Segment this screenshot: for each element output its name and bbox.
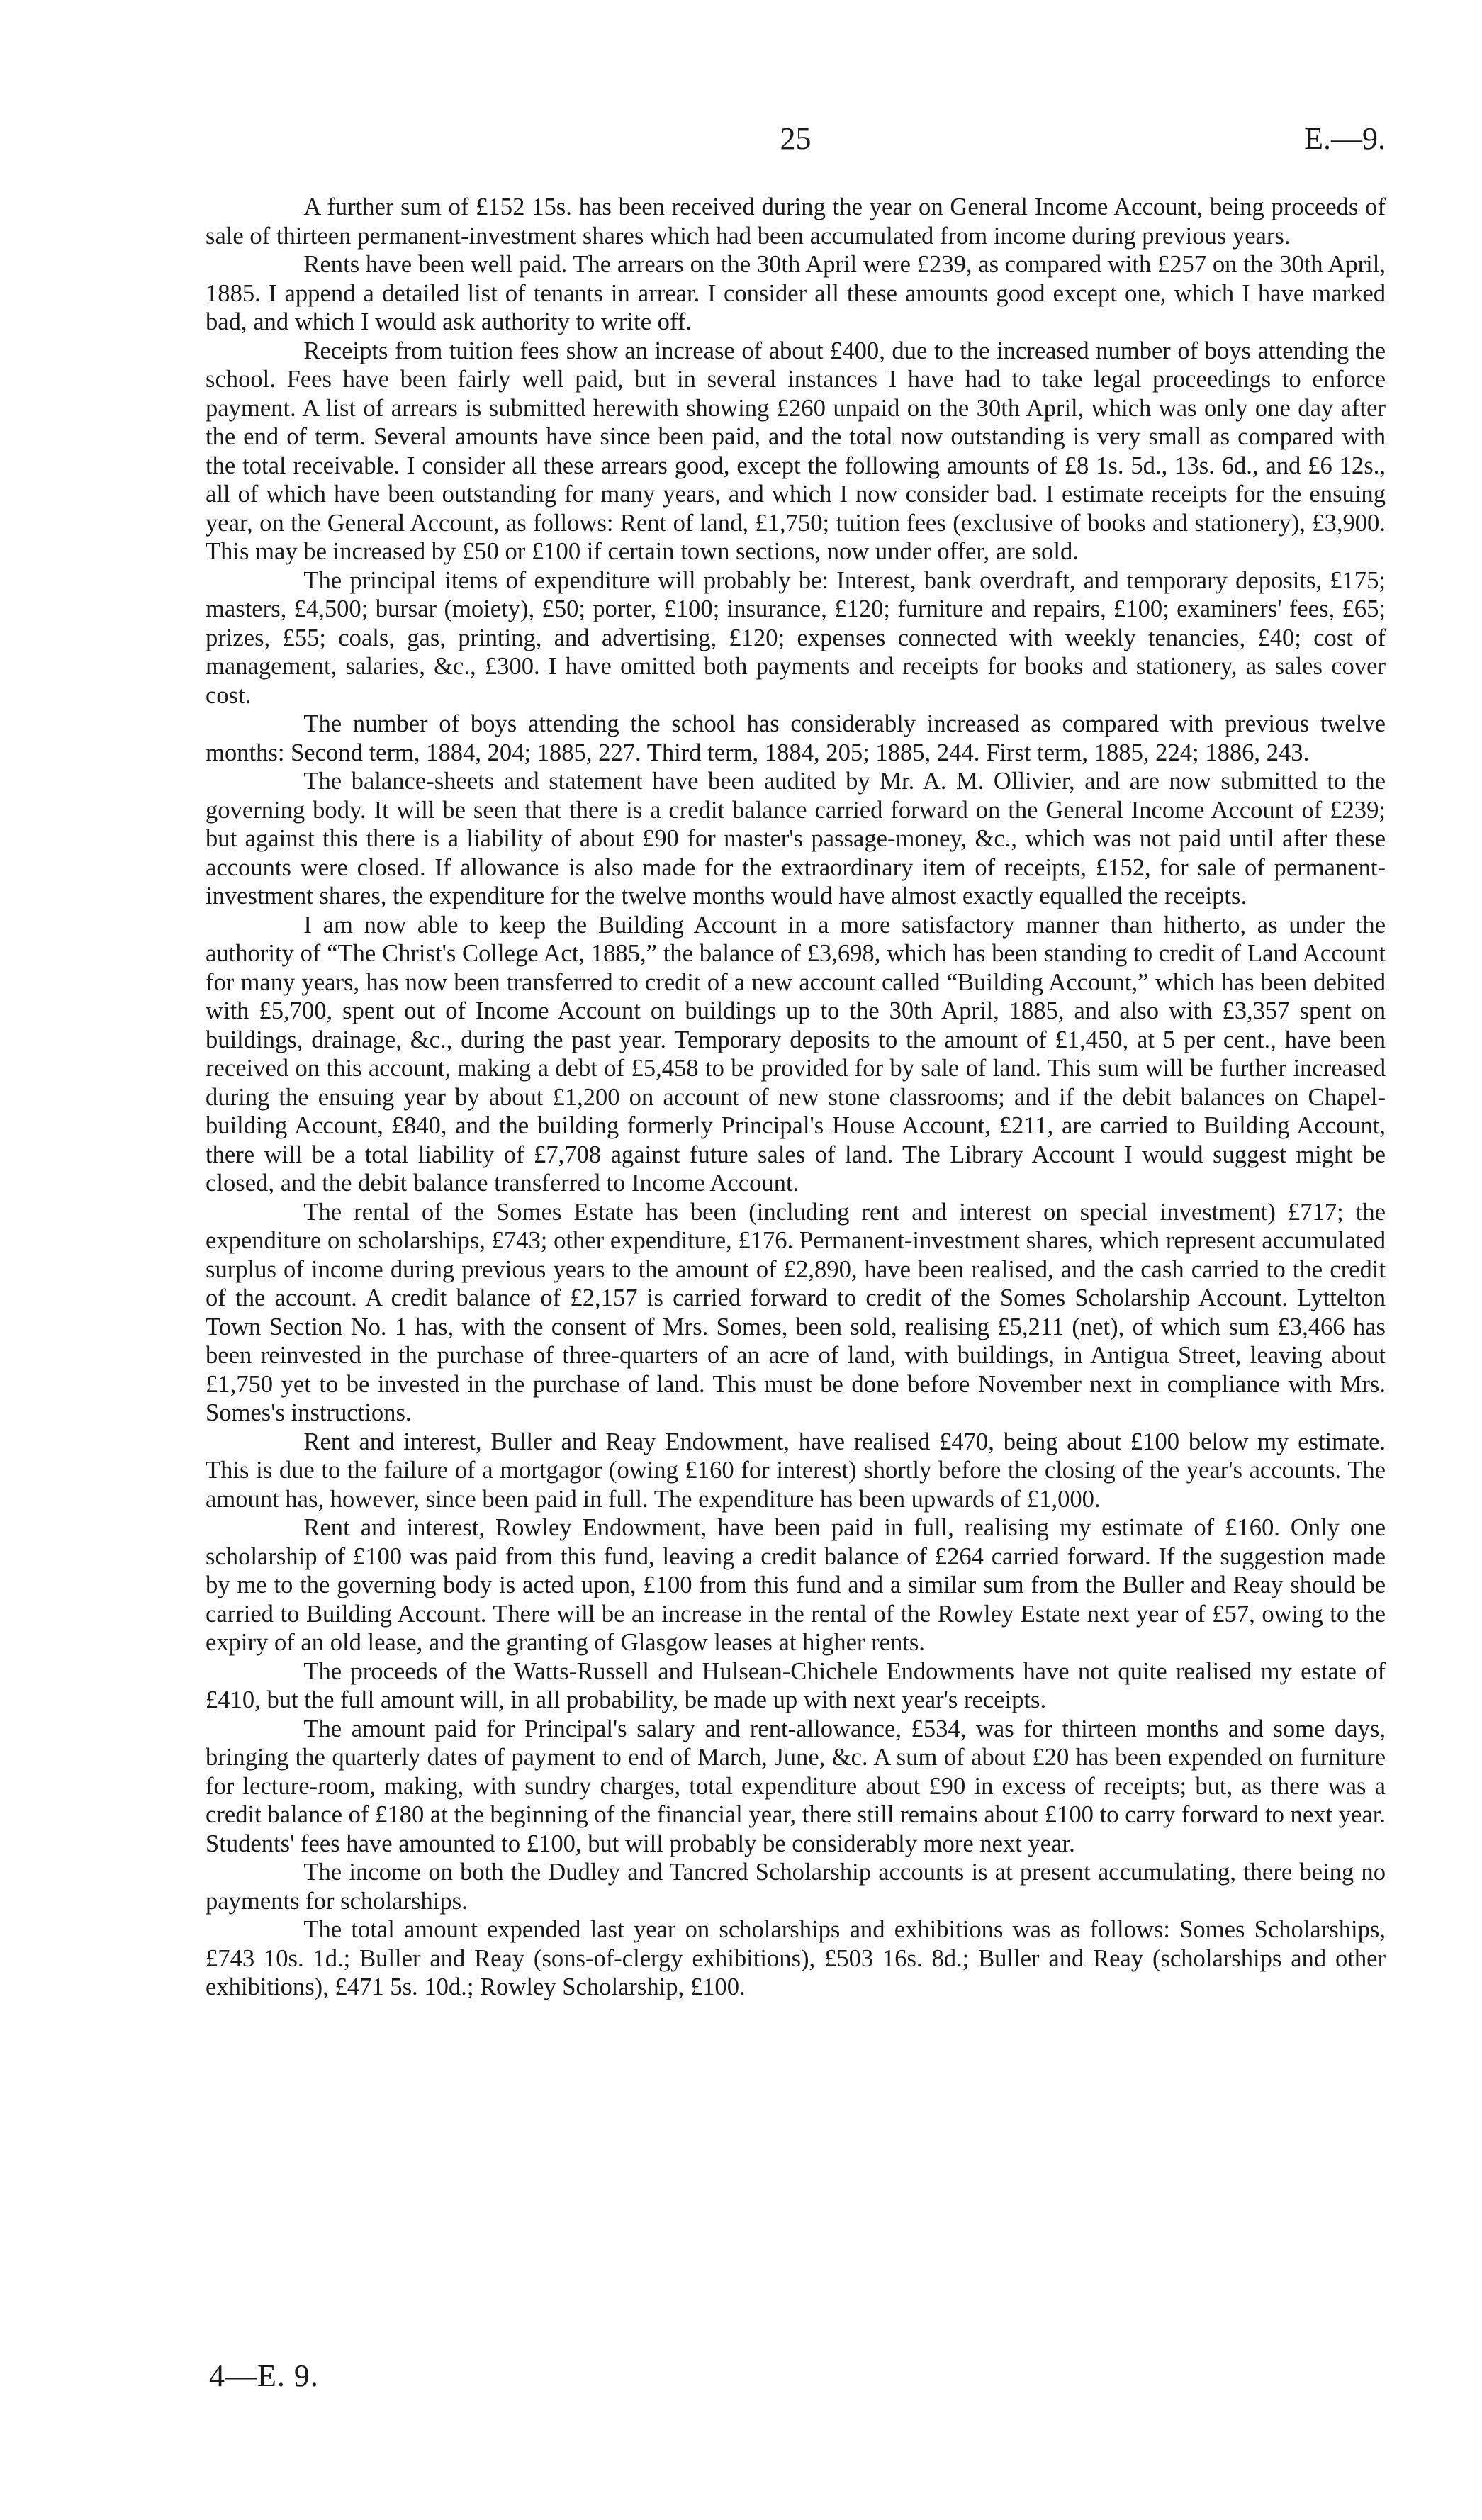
paragraph-watts-russell: The proceeds of the Watts-Russell and Hulsean-Chichele Endowments have not quite realised my estate of £410, but the full amount will, in all probability, be made up with next year's receipts. bbox=[206, 1657, 1386, 1713]
paragraph-expenditure: The principal items of expenditure will probably be: Interest, bank overdraft, and temporary deposits, £175; masters, £4,500; bursar (moiety), £50; porter, £100; insurance, £120; furniture and repairs, £100; examiners' fees, £65; prizes, £55; coals, gas, printing, and advertising, £120; expenses connected with weekly tenancies, £40; cost of management, salaries, &c., £300. I have omitted both payments and receipts for books and stationery, as sales cover cost. bbox=[206, 566, 1386, 709]
paragraph-general-income: A further sum of £152 15s. has been received during the year on General Income Account, being proceeds of sale of thirteen permanent-investment shares which had been accumulated from income during previous years. bbox=[206, 194, 1386, 250]
series-code: E.—9. bbox=[1304, 121, 1386, 156]
paragraph-rowley: Rent and interest, Rowley Endowment, have been paid in full, realising my estimate of £160. Only one scholarship of £100 was paid from this fund, leaving a credit balance of £264 carried forward. If the suggestion made by me to the governing body is acted upon, £100 from this fund and a similar sum from the Buller and Reay should be carried to Building Account. There will be an increase in the rental of the Rowley Estate next year of £57, owing to the expiry of an old lease, and the granting of Glasgow leases at higher rents. bbox=[206, 1514, 1386, 1656]
page-number: 25 bbox=[780, 121, 812, 156]
paragraph-dudley-tancred: The income on both the Dudley and Tancred Scholarship accounts is at present accumulating, there being no payments for scholarships. bbox=[206, 1859, 1386, 1915]
paragraph-rents: Rents have been well paid. The arrears on the 30th April were £239, as compared with £257 on the 30th April, 1885. I append a detailed list of tenants in arrear. I consider all these amounts good except one, which I have marked bad, and which I would ask authority to write off. bbox=[206, 251, 1386, 335]
page-header bbox=[206, 121, 1386, 163]
paragraph-principal-salary: The amount paid for Principal's salary and rent-allowance, £534, was for thirteen months and some days, bringing the quarterly dates of payment to end of March, June, &c. A sum of about £20 has been expended on furniture for lecture-room, making, with sundry charges, total expenditure about £90 in excess of receipts; but, as there was a credit balance of £180 at the beginning of the financial year, there still remains about £100 to carry forward to next year. Students' fees have amounted to £100, but will probably be considerably more next year. bbox=[206, 1715, 1386, 1857]
paragraph-attendance: The number of boys attending the school has considerably increased as compared with previous twelve months: Second term, 1884, 204; 1885, 227. Third term, 1884, 205; 1885, 244. First term, 1885, 224; 1886, 243. bbox=[206, 710, 1386, 766]
paragraph-tuition-fees: Receipts from tuition fees show an increase of about £400, due to the increased number of boys attending the school. Fees have been fairly well paid, but in several instances I have had to take legal proceedings to enforce payment. A list of arrears is submitted herewith showing £260 unpaid on the 30th April, which was only one day after the end of term. Several amounts have since been paid, and the total now outstanding is very small as compared with the total receivable. I consider all these arrears good, except the following amounts of £8 1s. 5d., 13s. 6d., and £6 12s., all of which have been outstanding for many years, and which I now consider bad. I estimate receipts for the ensuing year, on the General Account, as follows: Rent of land, £1,750; tuition fees (exclusive of books and stationery), £3,900. This may be increased by £50 or £100 if certain town sections, now under offer, are sold. bbox=[206, 337, 1386, 565]
paragraph-scholarship-totals: The total amount expended last year on scholarships and exhibitions was as follows: Somes Scholarships, £743 10s. 1d.; Buller and Reay (sons-of-clergy exhibitions), £503 16s. 8d.; Buller and Reay (scholarships and other exhibitions), £471 5s. 10d.; Rowley Scholarship, £100. bbox=[206, 1916, 1386, 2000]
paragraph-buller-reay: Rent and interest, Buller and Reay Endowment, have realised £470, being about £100 below my estimate. This is due to the failure of a mortgagor (owing £160 for interest) shortly before the closing of the year's accounts. The amount has, however, since been paid in full. The expenditure has been upwards of £1,000. bbox=[206, 1428, 1386, 1513]
paragraph-somes-estate: The rental of the Somes Estate has been (including rent and interest on special investment) £717; the expenditure on scholarships, £743; other expenditure, £176. Permanent-investment shares, which represent accumulated surplus of income during previous years to the amount of £2,890, have been realised, and the cash carried to the credit of the account. A credit balance of £2,157 is carried forward to credit of the Somes Scholarship Account. Lyttelton Town Section No. 1 has, with the consent of Mrs. Somes, been sold, realising £5,211 (net), of which sum £3,466 has been reinvested in the purchase of three-quarters of an acre of land, with buildings, in Antigua Street, leaving about £1,750 yet to be invested in the purchase of land. This must be done before November next in compliance with Mrs. Somes's instructions. bbox=[206, 1198, 1386, 1426]
paragraph-balance-sheets: The balance-sheets and statement have been audited by Mr. A. M. Ollivier, and are now submitted to the governing body. It will be seen that there is a credit balance carried forward on the General Income Account of £239; but against this there is a liability of about £90 for master's passage-money, &c., which was not paid until after these accounts were closed. If allowance is also made for the extraordinary item of receipts, £152, for sale of permanent-investment shares, the expenditure for the twelve months would have almost exactly equalled the receipts. bbox=[206, 768, 1386, 909]
body-text bbox=[206, 193, 1386, 2002]
paragraph-building-account: I am now able to keep the Building Account in a more satisfactory manner than hitherto, as under the authority of “The Christ's College Act, 1885,” the balance of £3,698, which has been standing to credit of Land Account for many years, has now been transferred to credit of a new account called “Building Account,” which has been debited with £5,700, spent out of Income Account on buildings up to the 30th April, 1885, and also with £3,357 spent on buildings, drainage, &c., during the past year. Temporary deposits to the amount of £1,450, at 5 per cent., have been received on this account, making a debt of £5,458 to be provided for by sale of land. This sum will be further increased during the ensuing year by about £1,200 on account of new stone classrooms; and if the debit balances on Chapel-building Account, £840, and the building formerly Principal's House Account, £211, are carried to Building Account, there will be a total liability of £7,708 against future sales of land. The Library Account I would suggest might be closed, and the debit balance transferred to Income Account. bbox=[206, 911, 1386, 1197]
footer-signature: 4—E. 9. bbox=[209, 2358, 319, 2393]
